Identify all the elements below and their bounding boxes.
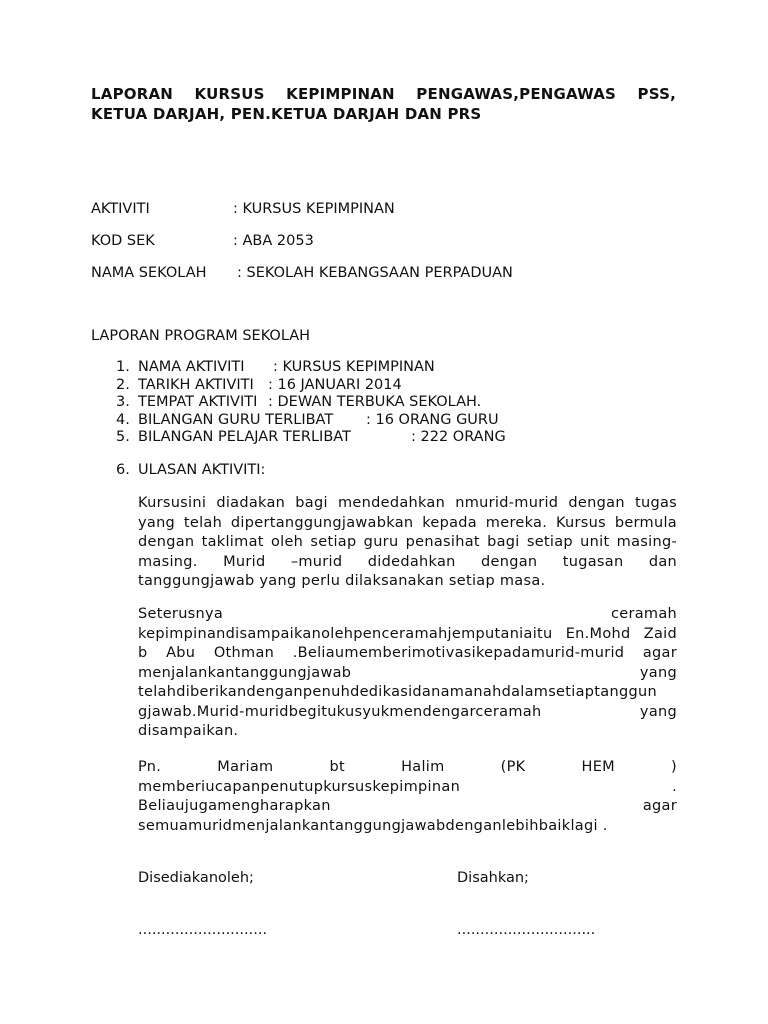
list-number: 3. [116, 394, 130, 410]
paragraph-line: masing. Murid –murid didedahkan dengan tugasan dan [138, 553, 677, 570]
paragraph-3 [138, 758, 677, 836]
prepared-signature-line: ............................ [138, 922, 268, 938]
list-value: : 16 ORANG GURU [366, 411, 499, 428]
list-value: : 222 ORANG [411, 429, 506, 445]
field-label: AKTIVITI [91, 201, 150, 217]
list-label: TARIKH AKTIVITI [138, 376, 254, 393]
list-value: : 16 JANUARI 2014 [268, 376, 402, 393]
paragraph-line: kepimpinandisampaikanolehpenceramahjemputaniaitu En.Mohd Zaid [138, 625, 677, 642]
list-label: TEMPAT AKTIVITI [138, 394, 258, 410]
paragraph-line: gjawab.Murid-muridbegitukusyukmendengarceramah yang [138, 703, 677, 720]
list-label: NAMA AKTIVITI [138, 359, 245, 375]
list-number: 4. [116, 411, 130, 428]
paragraph-line: disampaikan. [138, 723, 239, 739]
paragraph-1 [138, 494, 677, 592]
paragraph-line: telahdiberikandenganpenuhdedikasidanamanahdalamsetiaptanggun [138, 684, 657, 700]
field-value: : ABA 2053 [233, 233, 314, 249]
list-item-ulasan [116, 461, 266, 479]
paragraph-line: menjalankantanggungjawab yang [138, 664, 677, 681]
list-value: : KURSUS KEPIMPINAN [273, 359, 435, 375]
field-aktiviti [91, 200, 395, 218]
paragraph-line: Kursusini diadakan bagi mendedahkan nmurid-murid dengan tugas [138, 495, 677, 511]
field-label: KOD SEK [91, 233, 155, 249]
paragraph-line: Beliaujugamengharapkan agar [138, 798, 677, 814]
list-label: BILANGAN GURU TERLIBAT [138, 411, 334, 428]
list-value: : DEWAN TERBUKA SEKOLAH. [268, 394, 482, 410]
paragraph-line: b Abu Othman .Beliaumemberimotivasikepadamurid-murid agar [138, 645, 677, 661]
field-nama-sekolah [91, 264, 513, 282]
approved-signature-line: .............................. [457, 922, 596, 938]
prepared-by-label: Disediakanoleh; [138, 870, 254, 886]
list-number: 6. [116, 462, 130, 478]
paragraph-line: Seterusnya ceramah [138, 606, 677, 622]
section-heading: LAPORAN PROGRAM SEKOLAH [91, 328, 311, 344]
paragraph-line: memberiucapanpenutupkursuskepimpinan . [138, 778, 677, 795]
field-value: : KURSUS KEPIMPINAN [233, 201, 395, 217]
list-label: ULASAN AKTIVITI: [138, 462, 266, 478]
list-label: BILANGAN PELAJAR TERLIBAT [138, 429, 351, 445]
list-number: 5. [116, 429, 130, 445]
paragraph-line: Pn. Mariam bt Halim (PK HEM ) [138, 759, 677, 775]
report-title [91, 84, 676, 124]
approved-by-label: Disahkan; [457, 870, 529, 886]
title-line-2: KETUA DARJAH, PEN.KETUA DARJAH DAN PRS [91, 105, 482, 123]
field-label: NAMA SEKOLAH [91, 265, 207, 281]
title-line-1: LAPORAN KURSUS KEPIMPINAN PENGAWAS,PENGAWAS PSS, [91, 85, 676, 103]
field-value: : SEKOLAH KEBANGSAAN PERPADUAN [237, 265, 513, 281]
paragraph-line: dengan taklimat oleh setiap guru penasihat bagi setiap unit masing- [138, 534, 677, 550]
paragraph-line: tanggungjawab yang perlu dilaksanakan setiap masa. [138, 573, 546, 589]
field-kod-sek [91, 232, 314, 250]
paragraph-line: yang telah dipertanggungjawabkan kepada mereka. Kursus bermula [138, 514, 677, 531]
paragraph-2 [138, 605, 677, 742]
paragraph-line: semuamuridmenjalankantanggungjawabdenganlebihbaiklagi . [138, 817, 608, 834]
list-number: 2. [116, 376, 130, 393]
list-number: 1. [116, 359, 130, 375]
